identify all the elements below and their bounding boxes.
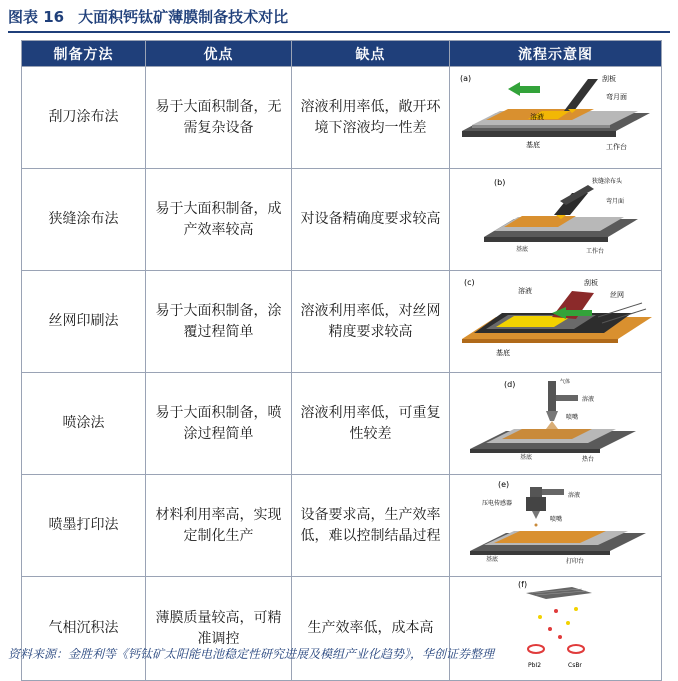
fig-label: PbI2: [527, 662, 541, 669]
pros-cell: 材料利用率高，实现定制化生产: [146, 475, 292, 577]
fig-label: 工作台: [605, 143, 627, 151]
method-cell: 狭缝涂布法: [22, 169, 146, 271]
figure-title: [8, 6, 302, 27]
table-row: [22, 169, 662, 271]
fig-label: 溶液: [581, 396, 594, 403]
fig-label: 打印台: [565, 558, 584, 565]
table-row: [22, 271, 662, 373]
cons-cell: 溶液利用率低，敞开环境下溶液均一性差: [292, 67, 450, 169]
pros-cell: 易于大面积制备，无需复杂设备: [146, 67, 292, 169]
cons-cell: 对设备精确度要求较高: [292, 169, 450, 271]
screen-printing-diagram: [456, 273, 656, 363]
inkjet-printing-diagram: [456, 477, 656, 567]
fig-tag: (e): [497, 480, 509, 489]
fig-label: 溶液: [567, 492, 580, 499]
table-header-row: [22, 41, 662, 67]
pros-cell: 易于大面积制备，喷涂过程简单: [146, 373, 292, 475]
method-cell: 喷墨打印法: [22, 475, 146, 577]
diagram-cell: [450, 67, 662, 169]
fig-label: 基底: [519, 454, 532, 461]
header-pros: 优点: [146, 41, 292, 67]
fig-label: 喷嘴: [549, 516, 562, 523]
table-row: [22, 475, 662, 577]
header-method: 制备方法: [22, 41, 146, 67]
fig-label: 丝网: [609, 291, 624, 299]
diagram-cell: [450, 373, 662, 475]
fig-label: 刮板: [601, 75, 616, 83]
fig-tag: (a): [459, 74, 471, 83]
header-cons: 缺点: [292, 41, 450, 67]
fig-tag: (c): [463, 278, 475, 287]
method-cell: 喷涂法: [22, 373, 146, 475]
cons-cell: 溶液利用率低，可重复性较差: [292, 373, 450, 475]
spray-coating-diagram: [456, 375, 656, 465]
table-row: [22, 577, 662, 681]
pros-cell: 易于大面积制备，涂覆过程简单: [146, 271, 292, 373]
cons-cell: 设备要求高，生产效率低，难以控制结晶过程: [292, 475, 450, 577]
figure-title-text: 大面积钙钛矿薄膜制备技术对比: [78, 8, 289, 26]
fig-label: 基底: [525, 141, 540, 149]
fig-label: 工作台: [585, 248, 604, 255]
fig-tag: (f): [517, 580, 527, 589]
source-note: 资料来源：金胜利等《钙钛矿太阳能电池稳定性研究进展及模组产业化趋势》，华创证券整理: [8, 647, 495, 661]
table-row: [22, 373, 662, 475]
header-diagram: 流程示意图: [450, 41, 662, 67]
method-cell: 刮刀涂布法: [22, 67, 146, 169]
fig-label: 溶液: [517, 287, 532, 295]
fig-label: 基底: [485, 556, 498, 563]
fig-label: 弯月面: [605, 198, 624, 205]
slot-die-diagram: [456, 171, 656, 261]
fig-tag: (b): [493, 178, 505, 187]
title-divider: [8, 31, 670, 33]
fig-label: 刮板: [583, 279, 598, 287]
fig-tag: (d): [503, 380, 515, 389]
fig-label: 基底: [495, 349, 510, 357]
fig-label: 弯月面: [605, 93, 627, 101]
fig-label: 狭缝涂布头: [591, 178, 622, 185]
fig-label: 压电传感器: [481, 500, 512, 507]
pros-cell: 薄膜质量较高，可精准调控: [146, 577, 292, 681]
table-row: [22, 67, 662, 169]
cons-cell: 溶液利用率低，对丝网精度要求较高: [292, 271, 450, 373]
fig-label: 气体: [559, 379, 570, 385]
figure-number: 图表 16: [8, 8, 65, 26]
method-cell: 气相沉积法: [22, 577, 146, 681]
blade-coating-diagram: [456, 69, 656, 159]
diagram-cell: [450, 169, 662, 271]
pros-cell: 易于大面积制备，成产效率较高: [146, 169, 292, 271]
comparison-table: [21, 40, 662, 681]
fig-label: 热台: [581, 456, 594, 463]
diagram-cell: [450, 271, 662, 373]
fig-label: 喷嘴: [565, 414, 578, 421]
fig-label: 溶液: [529, 113, 544, 121]
method-cell: 丝网印刷法: [22, 271, 146, 373]
fig-label: 基底: [515, 246, 528, 253]
fig-label: CsBr: [567, 662, 582, 669]
diagram-cell: [450, 577, 662, 681]
diagram-cell: [450, 475, 662, 577]
cons-cell: 生产效率低，成本高: [292, 577, 450, 681]
